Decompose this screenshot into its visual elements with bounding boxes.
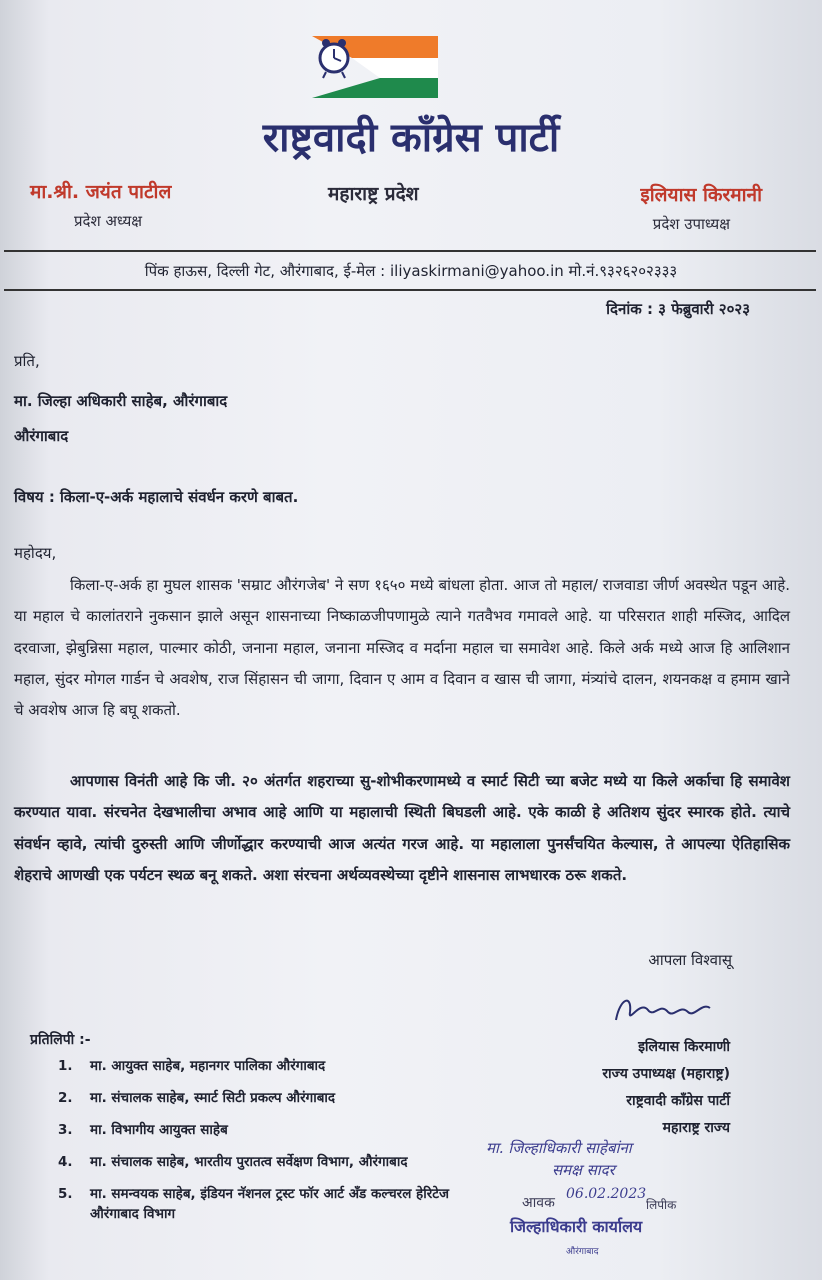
address-line: पिंक हाऊस, दिल्ली गेट, औरंगाबाद, ई-मेल : iliyaskirmani@yahoo.in मो.नं.९३२६२०२३३३	[144, 262, 678, 280]
recipient: मा. जिल्हा अधिकारी साहेब, औरंगाबाद	[14, 392, 228, 410]
inward-date: 06.02.2023	[566, 1186, 647, 1202]
handwritten-note-line2: समक्ष सादर	[552, 1161, 615, 1179]
body-paragraph-1	[14, 570, 790, 726]
recipient-city: औरंगाबाद	[14, 427, 69, 445]
signatory-title: राज्य उपाध्यक्ष (महाराष्ट्र)	[602, 1066, 730, 1082]
subject-line: विषय : किला-ए-अर्क महालाचे संवर्धन करणे बाबत.	[14, 488, 299, 506]
region-label: महाराष्ट्र प्रदेश	[328, 183, 419, 205]
header-divider-bottom	[4, 289, 816, 291]
letter-date: दिनांक : ३ फेब्रुवारी २०२३	[606, 300, 750, 318]
list-item: 4. मा. संचालक साहेब, भारतीय पुरातत्व सर्वेक्षण विभाग, औरंगाबाद	[58, 1154, 408, 1170]
list-item: 2. मा. संचालक साहेब, स्मार्ट सिटी प्रकल्प औरंगाबाद	[58, 1090, 336, 1106]
vice-president-name: इलियास किरमानी	[640, 184, 762, 206]
closing: आपला विश्वासू	[648, 951, 732, 969]
to-line: प्रति,	[14, 352, 40, 370]
list-item: 1. मा. आयुक्त साहेब, महानगर पालिका औरंगाबाद	[58, 1058, 326, 1074]
signatory-name: इलियास किरमाणी	[638, 1039, 730, 1055]
party-name-heading: राष्ट्रवादी काँग्रेस पार्टी	[262, 114, 560, 161]
header-divider-top	[4, 250, 816, 252]
office-stamp: जिल्हाधिकारी कार्यालय	[510, 1217, 643, 1236]
signature-block	[602, 1034, 730, 1142]
paragraph-text: किला-ए-अर्क हा मुघल शासक 'सम्राट औरंगजेब' ने सण १६५० मध्ये बांधला होता. आज तो महाल/ राजवाडा जीर्ण अवस्थेत पडून आहे. या महाल चे कालांतराने नुकसान झाले असून शासनाच्या निष्काळजीपणामुळे त्याने गतवैभव गमावले आहे. या परिसरात शाही मस्जिद, आदिल दरवाजा, झेबुन्निसा महाल, पाल्मार कोठी, जनाना महाल, जनाना मस्जिद व मर्दाना महाल चा समावेश आहे. किले अर्क मध्ये आज हि आलिशान महाल, सुंदर मोगल गार्डन चे अवशेष, राज सिंहासन ची जागा, दिवान ए आम व दिवान व खास ची जागा, मंत्र्यांचे दालन, शयनकक्ष व हमाम खाने चे अवशेष आज हि बघू शकतो.	[14, 576, 790, 720]
president-title: प्रदेश अध्यक्ष	[74, 212, 143, 230]
signatory-party: राष्ट्रवादी काँग्रेस पार्टी	[626, 1093, 730, 1109]
copy-to-list	[58, 1056, 478, 1236]
president-name: मा.श्री. जयंत पाटील	[30, 181, 172, 203]
paragraph-text: आपणास विनंती आहे कि जी. २० अंतर्गत शहराच्या सु-शोभीकरणामध्ये व स्मार्ट सिटी च्या बजेट मध्ये या किले अर्काचा हि समावेश करण्यात यावा. संरचनेत देखभालीचा अभाव आहे आणि या महालाची स्थिती बिघडली आहे. एके काळी हे अतिशय सुंदर स्मारक होते. त्याचे संवर्धन व्हावे, त्यांची दुरुस्ती आणि जीर्णोद्धार करण्याची आज अत्यंत गरज आहे. या महालाला पुनर्संचयित केल्यास, ते आपल्या ऐतिहासिक शेहराचे आणखी एक पर्यटन स्थळ बनू शकते. अशा संरचना अर्थव्यवस्थेच्या दृष्टीने शासनास लाभधारक ठरू शकते.	[14, 772, 790, 884]
list-item: 3. मा. विभागीय आयुक्त साहेब	[58, 1122, 228, 1138]
body-paragraph-2	[14, 766, 790, 891]
inward-label: आवक	[522, 1195, 555, 1211]
vice-president-title: प्रदेश उपाध्यक्ष	[652, 215, 730, 233]
salutation: महोदय,	[14, 544, 57, 562]
clerk-label: लिपीक	[646, 1198, 677, 1212]
list-item: 5. मा. समन्वयक साहेब, इंडियन नॅशनल ट्रस्ट फॉर आर्ट अँड कल्चरल हेरिटेज औरंगाबाद विभाग	[58, 1186, 450, 1222]
office-stamp-sub: औरंगाबाद	[566, 1247, 599, 1257]
signature-scribble-icon	[610, 990, 720, 1030]
party-logo-icon	[312, 36, 438, 104]
handwritten-note-line1: मा. जिल्हाधिकारी साहेबांना	[486, 1139, 632, 1157]
copy-to-label: प्रतिलिपी :-	[30, 1032, 91, 1048]
signatory-state: महाराष्ट्र राज्य	[662, 1120, 730, 1136]
